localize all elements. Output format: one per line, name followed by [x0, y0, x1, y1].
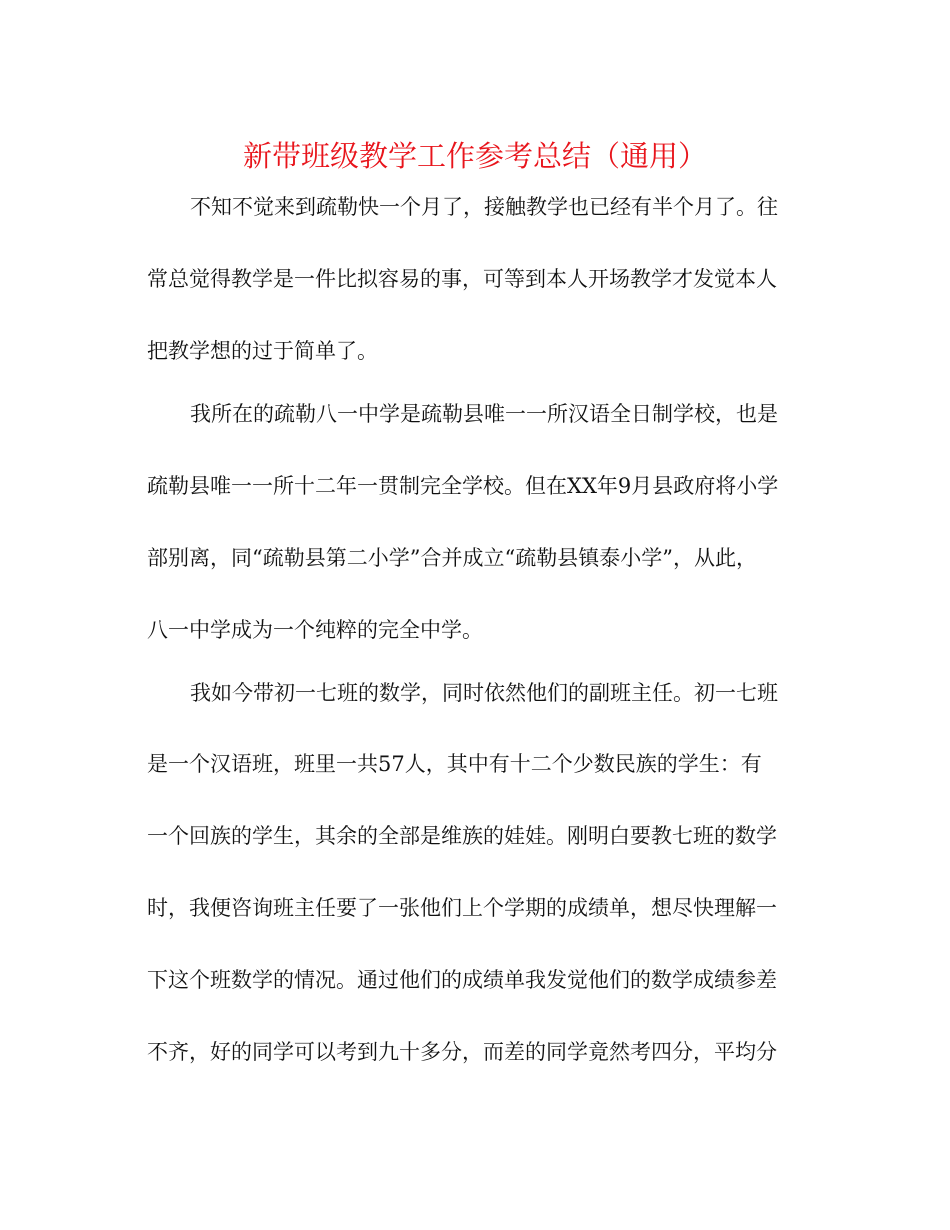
paragraph-line: 常总觉得教学是一件比拟容易的事，可等到本人开场教学才发觉本人: [147, 267, 777, 291]
paragraph-line: 疏勒县唯一一所十二年一贯制完全学校。但在XX年9月县政府将小学: [147, 474, 779, 498]
paragraph-line: 把教学想的过于简单了。: [147, 339, 378, 363]
paragraph-line: 时，我便咨询班主任要了一张他们上个学期的成绩单，想尽快理解一: [147, 896, 777, 920]
paragraph-line: 下这个班数学的情况。通过他们的成绩单我发觉他们的数学成绩参差: [147, 968, 777, 992]
paragraph-line: 我所在的疏勒八一中学是疏勒县唯一一所汉语全日制学校，也是: [190, 402, 778, 426]
paragraph-line: 不齐，好的同学可以考到九十多分，而差的同学竟然考四分，平均分: [147, 1040, 777, 1064]
paragraph-line: 八一中学成为一个纯粹的完全中学。: [147, 618, 483, 642]
paragraph-line: 一个回族的学生，其余的全部是维族的娃娃。刚明白要教七班的数学: [147, 824, 777, 848]
paragraph-line: 是一个汉语班，班里一共57人，其中有十二个少数民族的学生：有: [147, 752, 762, 776]
paragraph-line: 部别离，同“疏勒县第二小学”合并成立“疏勒县镇泰小学”，从此，: [147, 546, 757, 570]
paragraph-line: 我如今带初一七班的数学，同时依然他们的副班主任。初一七班: [190, 681, 778, 705]
document-title: 新带班级教学工作参考总结（通用）: [242, 139, 707, 173]
paragraph-line: 不知不觉来到疏勒快一个月了，接触教学也已经有半个月了。往: [190, 195, 778, 219]
